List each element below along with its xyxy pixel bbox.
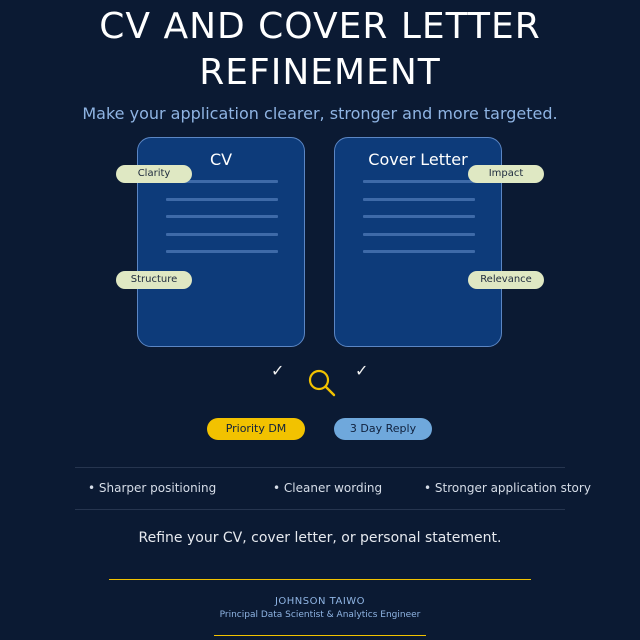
check-icon: ✓	[271, 361, 285, 380]
document-line	[166, 198, 278, 201]
document-line	[166, 215, 278, 218]
divider-bottom	[75, 509, 565, 510]
benefit-item: • Cleaner wording	[273, 481, 383, 495]
tag-relevance: Relevance	[468, 271, 544, 289]
author-name: JOHNSON TAIWO	[274, 596, 366, 607]
magnifier-icon	[307, 368, 337, 398]
check-icon: ✓	[355, 361, 369, 380]
cv-card-title: CV	[209, 150, 233, 169]
divider-top	[75, 467, 565, 468]
tag-structure: Structure	[116, 271, 192, 289]
title-line-1: CV AND COVER LETTER	[99, 6, 541, 47]
subtitle: Make your application clearer, stronger and more targeted.	[82, 104, 558, 123]
benefit-item: • Sharper positioning	[88, 481, 217, 495]
tag-impact: Impact	[468, 165, 544, 183]
document-line	[363, 250, 475, 253]
document-line	[363, 233, 475, 236]
title-line-2: REFINEMENT	[199, 52, 441, 93]
call-to-action: Refine your CV, cover letter, or personal statement.	[138, 530, 502, 546]
benefit-item: • Stronger application story	[424, 481, 591, 495]
document-line	[363, 215, 475, 218]
author-role: Principal Data Scientist & Analytics Engineer	[219, 610, 421, 620]
footer-rule-bottom	[214, 635, 426, 636]
footer-rule-top	[109, 579, 531, 580]
tag-clarity: Clarity	[116, 165, 192, 183]
cover-letter-card-title: Cover Letter	[368, 150, 468, 169]
document-line	[166, 233, 278, 236]
three-day-reply-badge: 3 Day Reply	[334, 418, 432, 440]
document-line	[363, 198, 475, 201]
document-line	[166, 250, 278, 253]
page-title	[0, 4, 640, 96]
priority-dm-badge: Priority DM	[207, 418, 305, 440]
document-line	[363, 180, 475, 183]
